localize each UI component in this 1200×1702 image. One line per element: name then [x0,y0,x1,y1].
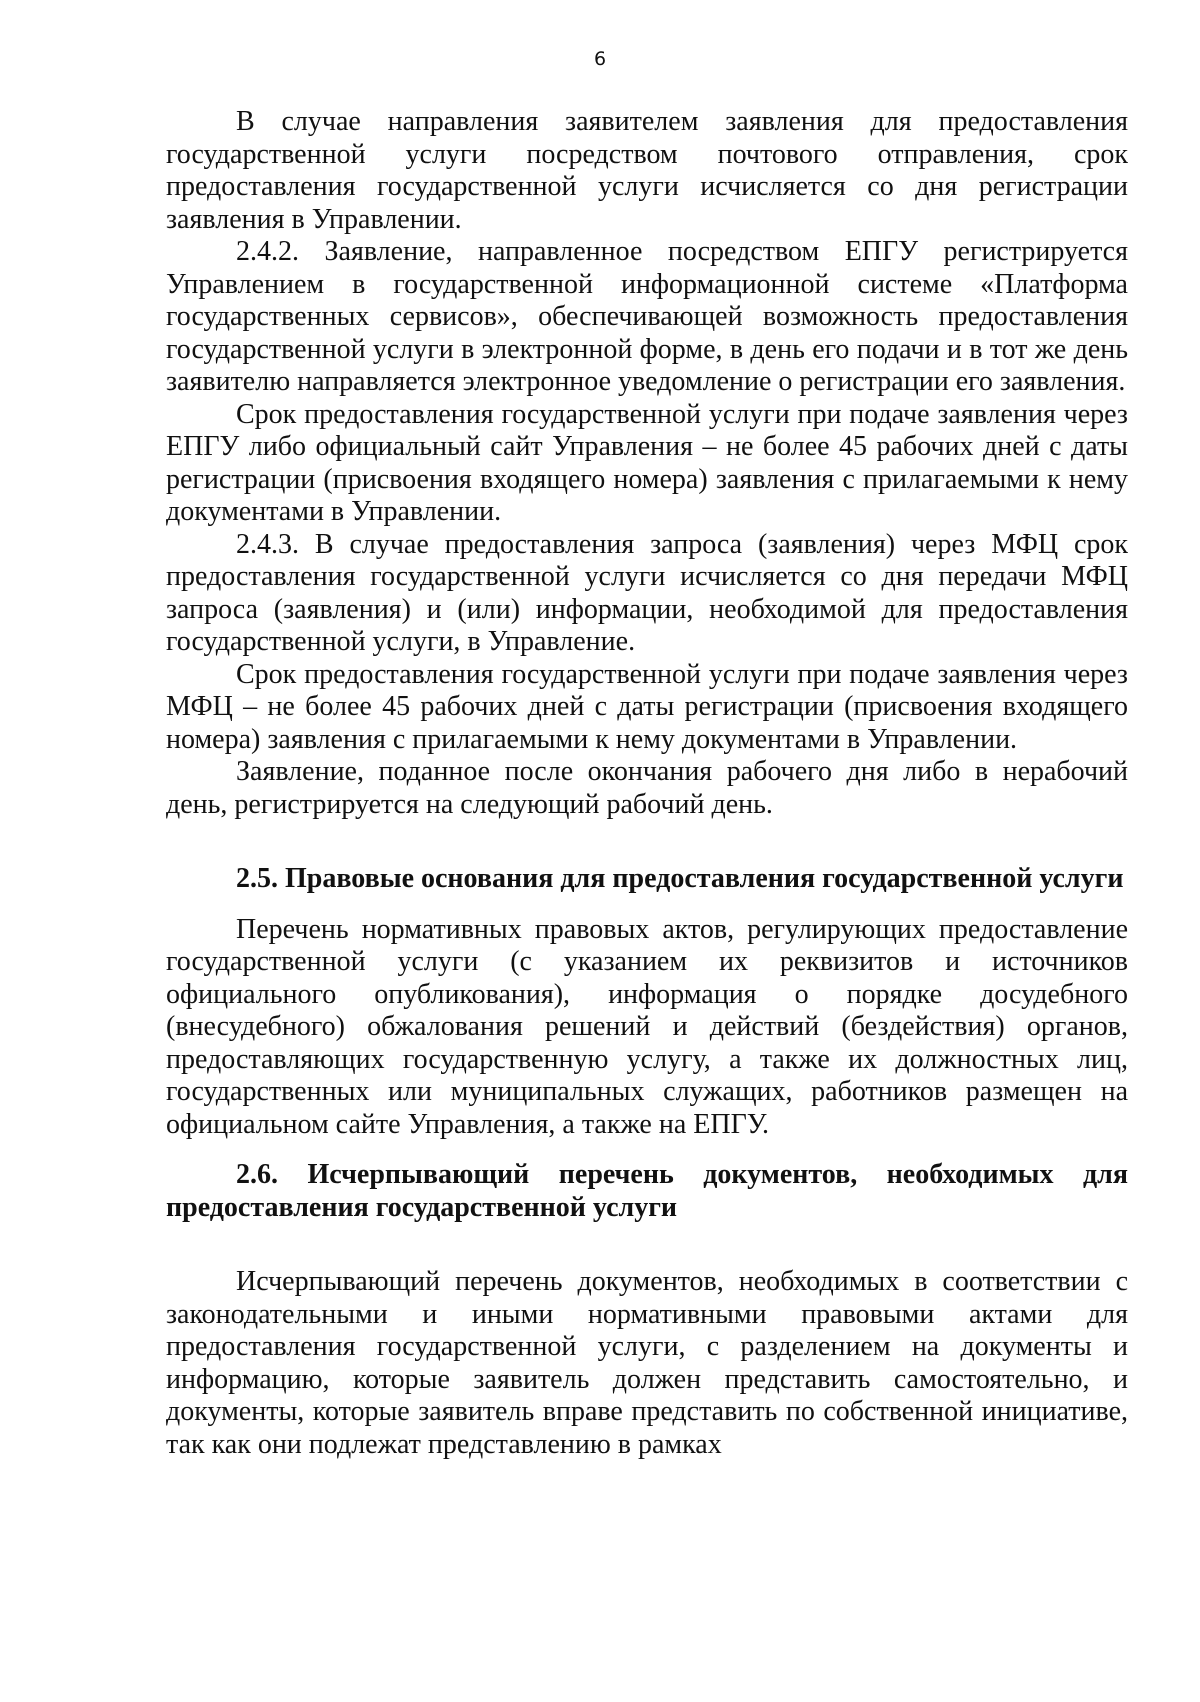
paragraph-2-4-2: 2.4.2. Заявление, направленное посредством ЕПГУ регистрируется Управлением в государственной информационной системе «Платформа государственных сервисов», обеспечивающей возможность предоставления государственной услуги в электронной форме, в день его подачи и в тот же день заявителю направляется электронное уведомление о регистрации его заявления. [166,236,1128,397]
spacer [166,1224,1128,1266]
paragraph-mfc-term: Срок предоставления государственной услуги при подаче заявления через МФЦ – не более 45 рабочих дней с даты регистрации (присвоения входящего номера) заявления с прилагаемыми к нему документами в Управлении. [166,658,1128,755]
heading-2-5: 2.5. Правовые основания для предоставления государственной услуги [236,863,1124,894]
paragraph-after-hours: Заявление, поданное после окончания рабочего дня либо в нерабочий день, регистрируется на следующий рабочий день. [166,756,1128,820]
paragraph-epgu-term: Срок предоставления государственной услуги при подаче заявления через ЕПГУ либо официальный сайт Управления – не более 45 рабочих дней с даты регистрации (присвоения входящего номера) заявления с прилагаемыми к нему документами в Управлении. [166,398,1128,527]
document-body [166,106,1128,1461]
paragraph-legal-acts: Перечень нормативных правовых актов, регулирующих предоставление государственной услуги (с указанием их реквизитов и источников официального опубликования), информация о порядке досудебного (внесудебного) обжалования решений и действий (бездействия) органов, предоставляющих государственную услугу, а также их должностных лиц, государственных или муниципальных служащих, работников размещен на официальном сайте Управления, а также на ЕПГУ. [166,913,1128,1140]
spacer [166,1141,1128,1159]
page-number: 6 [593,48,607,70]
spacer [166,821,1128,863]
heading-2-6: 2.6. Исчерпывающий перечень документов, необходимых для предоставления государственной услуги [166,1159,1128,1223]
paragraph-2-4-3: 2.4.3. В случае предоставления запроса (заявления) через МФЦ срок предоставления государственной услуги исчисляется со дня передачи МФЦ запроса (заявления) и (или) информации, необходимой для предоставления государственной услуги, в Управление. [166,528,1128,657]
spacer [166,896,1128,914]
paragraph-postal-submission: В случае направления заявителем заявления для предоставления государственной услуги посредством почтового отправления, срок предоставления государственной услуги исчисляется со дня регистрации заявления в Управлении. [166,106,1128,235]
paragraph-documents-list: Исчерпывающий перечень документов, необходимых в соответствии с законодательными и иными нормативными правовыми актами для предоставления государственной услуги, с разделением на документы и информацию, которые заявитель должен представить самостоятельно, и документы, которые заявитель вправе представить по собственной инициативе, так как они подлежат представлению в рамках [166,1266,1128,1460]
